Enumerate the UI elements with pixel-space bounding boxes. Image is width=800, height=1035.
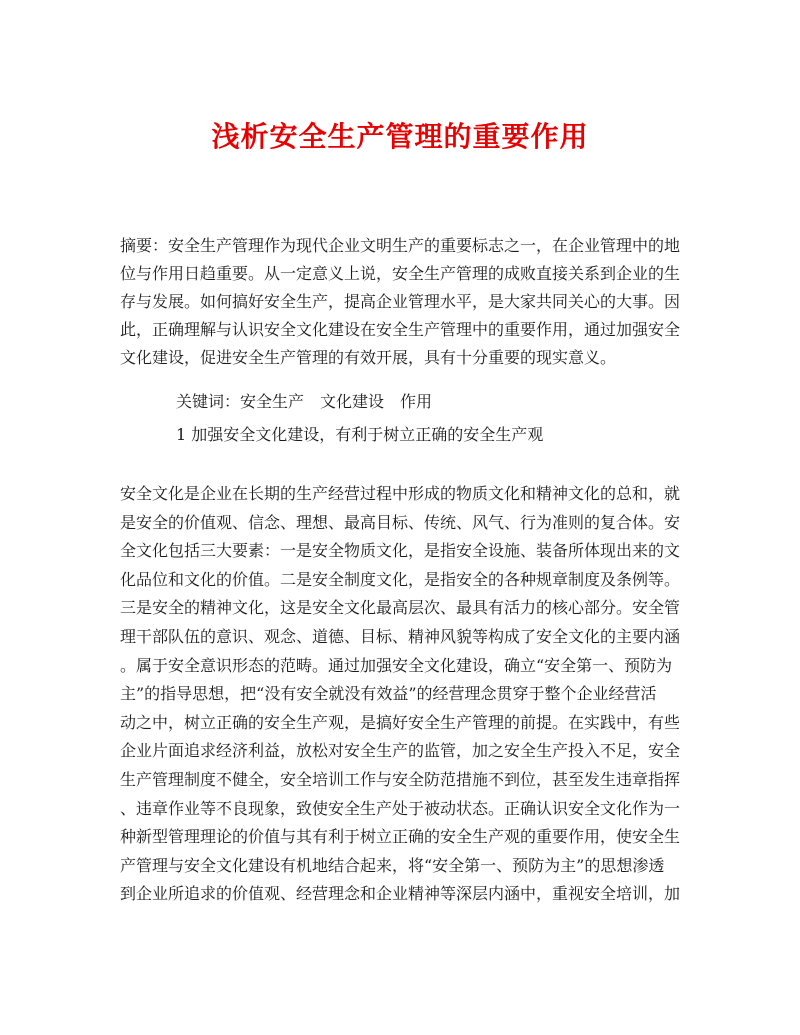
- abstract-line: 此，正确理解与认识安全文化建设在安全生产管理中的重要作用，通过加强安全: [120, 320, 681, 339]
- body-line: 种新型管理理论的价值与其有利于树立正确的安全生产观的重要作用，使安全生: [120, 827, 681, 847]
- body-line: 。属于安全意识形态的范畴。通过加强安全文化建设，确立“安全第一、预防为: [120, 655, 673, 675]
- abstract-line: 文化建设，促进安全生产管理的有效开展，具有十分重要的现实意义。: [120, 348, 617, 367]
- body-line: 安全文化是企业在长期的生产经营过程中形成的物质文化和精神文化的总和，就: [120, 484, 681, 503]
- body-line: 是安全的价值观、信念、理想、最高目标、传统、风气、行为准则的复合体。安: [120, 512, 681, 532]
- body-line: 、违章作业等不良现象，致使安全生产处于被动状态。正确认识安全文化作为一: [120, 798, 681, 818]
- body-line: 化品位和文化的价值。二是安全制度文化，是指安全的各种规章制度及条例等。: [120, 569, 681, 589]
- body-line: 三是安全的精神文化，这是安全文化最高层次、最具有活力的核心部分。安全管: [120, 598, 681, 618]
- body-line: 企业片面追求经济利益，放松对安全生产的监管，加之安全生产投入不足，安全: [120, 741, 681, 761]
- body-line: 生产管理制度不健全，安全培训工作与安全防范措施不到位，甚至发生违章指挥: [120, 769, 681, 789]
- body-line: 主”的指导思想，把“没有安全就没有效益”的经营理念贯穿于整个企业经营活: [120, 684, 657, 704]
- abstract-paragraph: [120, 232, 681, 372]
- abstract-line: 摘要：安全生产管理作为现代企业文明生产的重要标志之一，在企业管理中的地: [120, 236, 681, 255]
- abstract-line: 位与作用日趋重要。从一定意义上说，安全生产管理的成败直接关系到企业的生: [120, 264, 681, 283]
- body-line: 到企业所追求的价值观、经营理念和企业精神等深层内涵中，重视安全培训，加: [120, 884, 681, 904]
- section-heading: 1 加强安全文化建设，有利于树立正确的安全生产观: [176, 425, 544, 444]
- body-line: 动之中，树立正确的安全生产观，是搞好安全生产管理的前提。在实践中，有些: [120, 712, 681, 732]
- body-paragraph: [120, 480, 681, 909]
- body-line: 理干部队伍的意识、观念、道德、目标、精神风貌等构成了安全文化的主要内涵: [120, 626, 681, 646]
- abstract-line: 存与发展。如何搞好安全生产，提高企业管理水平，是大家共同关心的大事。因: [120, 292, 681, 311]
- body-line: 产管理与安全文化建设有机地结合起来，将“安全第一、预防为主”的思想渗透: [120, 855, 665, 875]
- keywords-line: 关键词：安全生产 文化建设 作用: [176, 392, 433, 411]
- document-title: 浅析安全生产管理的重要作用: [211, 119, 589, 153]
- body-line: 全文化包括三大要素：一是安全物质文化，是指安全设施、装备所体现出来的文: [120, 541, 681, 561]
